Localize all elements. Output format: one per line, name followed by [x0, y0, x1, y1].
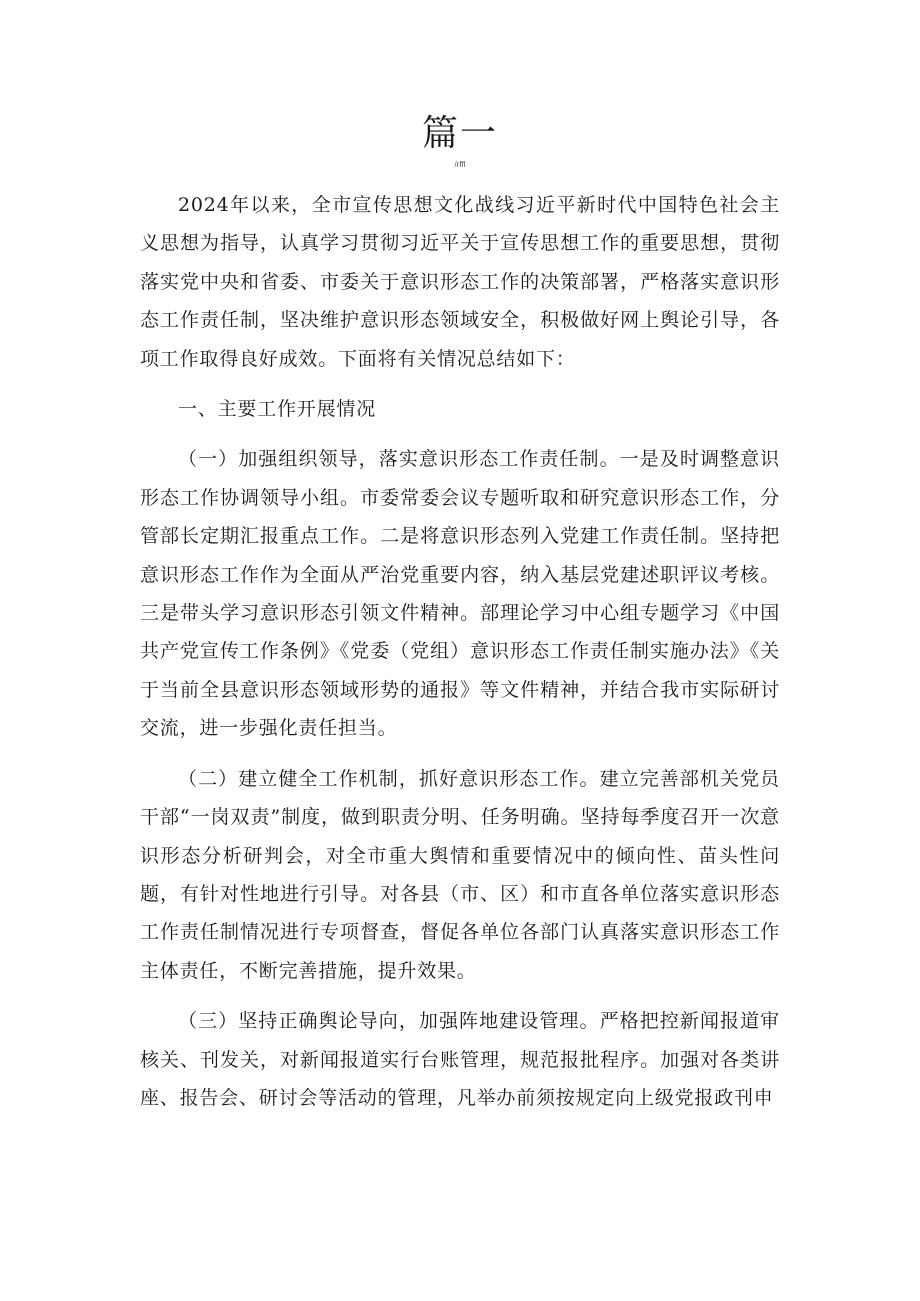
- document-title: 篇一: [421, 113, 498, 154]
- section-heading: 一、主要工作开展情况: [178, 398, 377, 421]
- paragraph-section-2: （二）建立健全工作机制，抓好意识形态工作。建立完善部机关党员干部“一岗双责”制度，做到职责分明、任务明确。坚持每季度召开一次意识形态分析研判会，对全市重大舆情和重要情况中的倾向性、苗头性问题，有针对性地进行引导。对各县（市、区）和市直各单位落实意识形态工作责任制情况进行专项督查，督促各单位各部门认真落实意识形态工作主体责任，不断完善措施，提升效果。: [140, 767, 780, 982]
- paragraph-section-1: （一）加强组织领导，落实意识形态工作责任制。一是及时调整意识形态工作协调领导小组。市委常委会议专题听取和研究意识形态工作，分管部长定期汇报重点工作。二是将意识形态列入党建工作责任制。坚持把意识形态工作作为全面从严治党重要内容，纳入基层党建述职评议考核。三是带头学习意识形态引领文件精神。部理论学习中心组专题学习《中国共产党宣传工作条例》《党委（党组）意识形态工作责任制实施办法》《关于当前全县意识形态领域形势的通报》等文件精神，并结合我市实际研讨交流，进一步强化责任担当。: [140, 448, 780, 740]
- paragraph-section-3: （三）坚持正确舆论导向，加强阵地建设管理。严格把控新闻报道审核关、刊发关，对新闻报道实行台账管理，规范报批程序。加强对各类讲座、报告会、研讨会等活动的管理，凡举办前须按规定向上级党报政刊申: [140, 1010, 780, 1109]
- document-body: [140, 186, 780, 1117]
- paragraph-intro: 2024年以来，全市宣传思想文化战线习近平新时代中国特色社会主义思想为指导，认真学习贯彻习近平关于宣传思想工作的重要思想，贯彻落实党中央和省委、市委关于意识形态工作的决策部署，严格落实意识形态工作责任制，坚决维护意识形态领域安全，积极做好网上舆论引导，各项工作取得良好成效。下面将有关情况总结如下：: [140, 194, 780, 370]
- document-subtitle: /rffl: [454, 160, 466, 169]
